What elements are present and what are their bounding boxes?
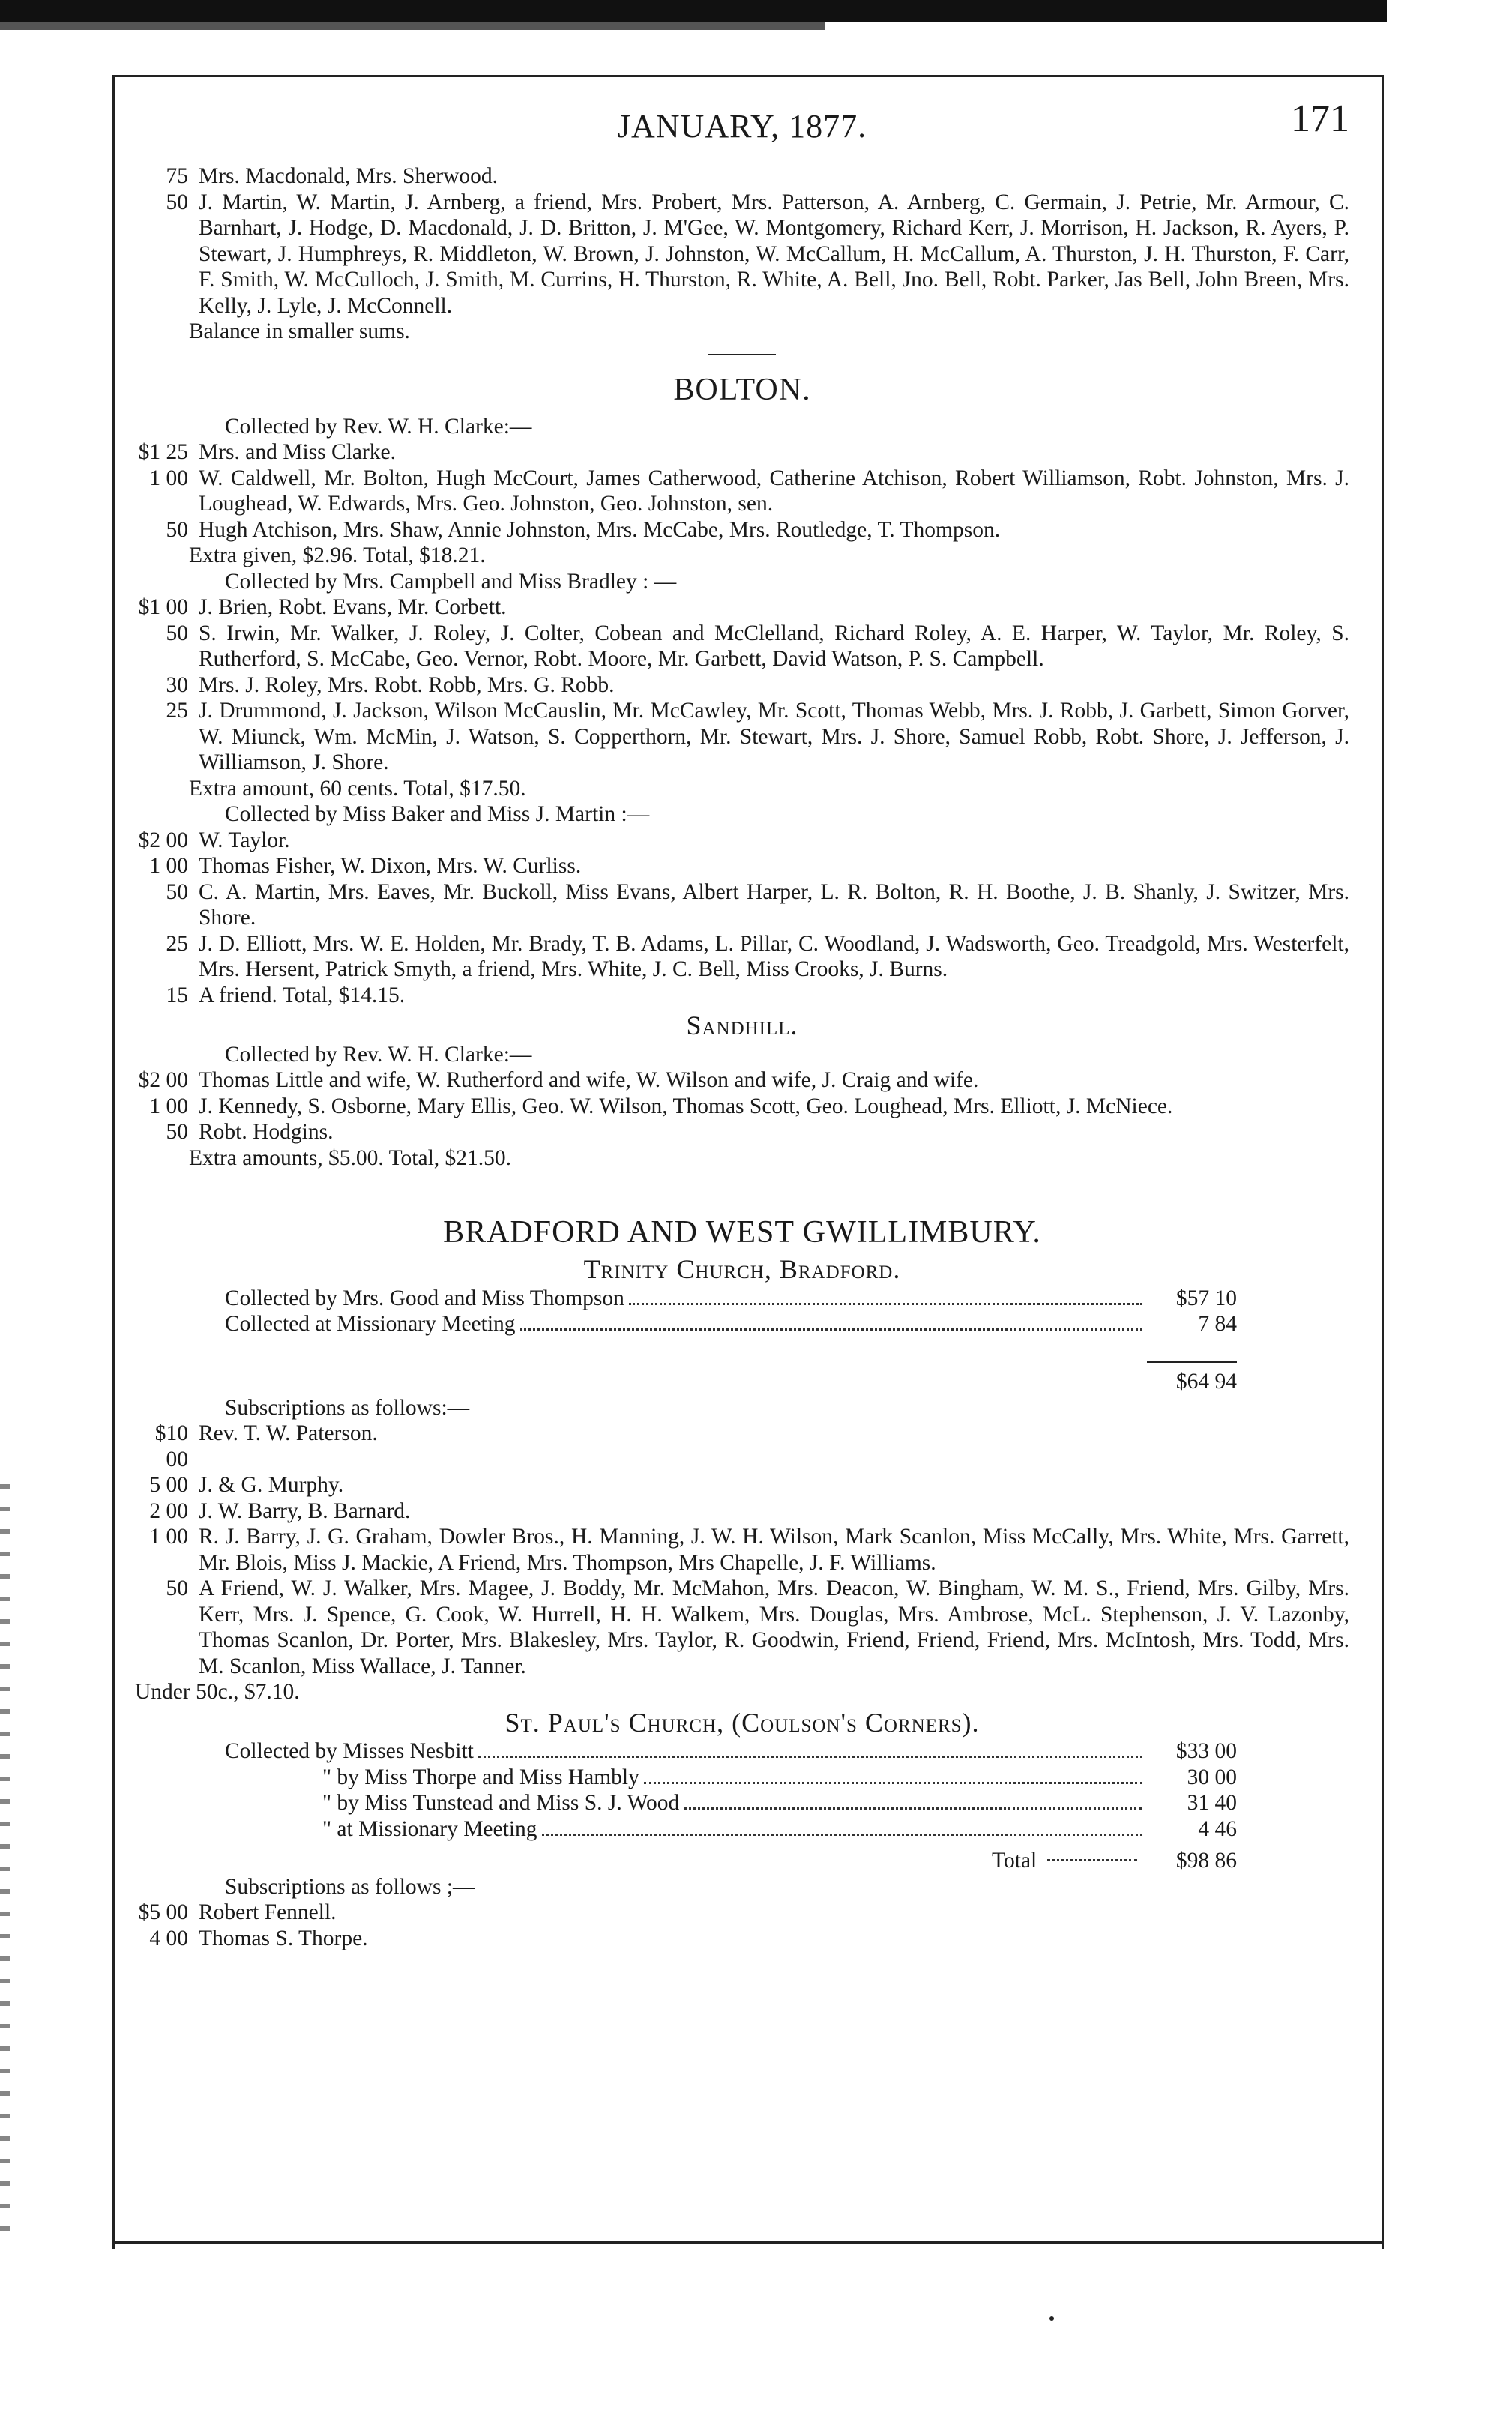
collection-amount: 4 46 [1198,1816,1237,1841]
dot-leader [478,1756,1142,1758]
subscription-entry [135,1119,1349,1145]
entry-names: Thomas Fisher, W. Dixon, Mrs. W. Curliss. [199,854,582,878]
entry-amount: 25 [166,699,188,723]
entry-names: A friend. Total, $14.15. [199,983,406,1007]
entry-names: R. J. Barry, J. G. Graham, Dowler Bros., H. Manning, J. W. H. Wilson, Mark Scanlon, Miss McCally, Mrs. White, Mrs. Garrett, Mr. Blois, Miss J. Mackie, A Friend, Mrs. Thompson, Mrs Chapelle, J. F. Williams. [199,1525,1349,1575]
collection-total [135,1848,1237,1874]
scan-top-bar [0,0,1387,22]
subscription-list [135,1067,1349,1145]
subscription-entry [135,931,1349,983]
collector-label: Collected by Mrs. Campbell and Miss Bradley : — [225,569,677,594]
subscription-entry [135,1472,1349,1498]
subscription-entry [135,466,1349,517]
entry-names: J. Drummond, J. Jackson, Wilson McCauslin, Mr. McCawley, Mr. Scott, Thomas Webb, Mrs. J. Robb, J. Garbett, Simon Gorver, W. Miunck, Wm. McMin, J. Watson, S. Copperthorn, Mr. Stewart, Mrs. J. Shore, Samuel Robb, Robt. Shore, J. Jefferson, J. Williamson, J. Shore. [199,699,1349,774]
collection-amount: 30 00 [1187,1765,1237,1789]
entry-names: W. Caldwell, Mr. Bolton, Hugh McCourt, James Catherwood, Catherine Atchison, Robert Williamson, Robt. Johnston, Mrs. J. Loughead, W. Edwards, Mrs. Geo. Johnston, Geo. Johnston, sen. [199,466,1349,516]
entry-names: J. D. Elliott, Mrs. W. E. Holden, Mr. Brady, T. B. Adams, L. Pillar, C. Woodland, J. Wadsworth, Geo. Treadgold, Mrs. Westerfelt, Mrs. Hersent, Patrick Smyth, a friend, Mrs. White, J. C. Bell, Miss Crooks, J. Burns. [199,931,1349,981]
entry-names: Thomas S. Thorpe. [199,1926,368,1950]
entry-names: J. Brien, Robt. Evans, Mr. Corbett. [199,595,507,619]
dot-leader [684,1807,1142,1810]
dot-leader [520,1328,1142,1331]
entry-amount: 2 00 [149,1498,188,1523]
entry-names: Mrs. Macdonald, Mrs. Sherwood. [199,164,499,188]
entry-amount: $5 00 [138,1900,188,1924]
entry-names: J. Kennedy, S. Osborne, Mary Ellis, Geo. W. Wilson, Thomas Scott, Geo. Loughead, Mrs. Elliott, J. McNiece. [199,1094,1173,1118]
collection-summary [135,1286,1237,1337]
collector-label: Collected by Miss Baker and Miss J. Martin :— [225,802,650,826]
entry-names: C. A. Martin, Mrs. Eaves, Mr. Buckoll, Miss Evans, Albert Harper, L. R. Bolton, R. H. Boothe, J. B. Shanly, J. Switzer, Mrs. Shore. [199,879,1349,930]
frame-bottom-rule [112,2241,1382,2244]
total-amount: $98 86 [1175,1849,1237,1873]
scan-left-edge-marks [0,1484,10,2234]
subscription-entry [135,594,1349,621]
subscriptions-label: Subscriptions as follows ;— [225,1874,475,1899]
collection-line [322,1765,1237,1791]
subscription-list-top [135,163,1349,319]
subscription-list [135,1421,1349,1679]
entry-names: Robert Fennell. [199,1900,337,1924]
entry-amount: 50 [166,879,188,904]
collection-amount: $57 10 [1175,1286,1237,1310]
entry-names: J. & G. Murphy. [199,1473,344,1497]
page-number: 171 [1291,97,1349,140]
total-label: Total [992,1849,1037,1873]
page-content [135,97,1349,1951]
entry-amount: 1 00 [149,466,188,490]
subscription-entry [135,1421,1349,1472]
subscription-entry [135,698,1349,776]
entry-amount: $1 00 [138,595,188,619]
collection-amount: $33 00 [1175,1739,1237,1763]
collection-line [225,1286,1237,1312]
entry-names: Robt. Hodgins. [199,1120,334,1144]
collection-summary [135,1738,1237,1842]
balance-note: Balance in smaller sums. [189,319,410,343]
collection-amount: 31 40 [1187,1791,1237,1815]
section-heading-bolton: BOLTON. [673,372,811,407]
collection-label: Collected at Missionary Meeting [225,1312,516,1336]
collection-total [135,1343,1237,1395]
subscription-list [135,1900,1349,1951]
entry-amount: 15 [166,983,188,1007]
dot-leader [644,1782,1142,1784]
entry-amount: 4 00 [149,1926,188,1950]
subscription-entry [135,517,1349,543]
entry-amount: $2 00 [138,1068,188,1092]
subscription-entry [135,1576,1349,1679]
collection-label: Collected by Mrs. Good and Miss Thompson [225,1286,624,1310]
subscription-entry [135,1524,1349,1576]
total-amount: $64 94 [1175,1370,1237,1394]
extra-note: Extra amount, 60 cents. Total, $17.50. [189,776,526,801]
entry-amount: 5 00 [149,1473,188,1497]
subscription-entry [135,1498,1349,1525]
subscriptions-label: Subscriptions as follows:— [225,1395,470,1420]
entry-names: Mrs. and Miss Clarke. [199,440,397,464]
entry-amount: $1 25 [138,440,188,464]
subscription-list [135,828,1349,1009]
subheading-st-pauls: St. Paul's Church, (Coulson's Corners). [504,1707,980,1738]
running-header [135,97,1349,157]
collection-label: " by Miss Thorpe and Miss Hambly [322,1765,639,1789]
collection-line [322,1790,1237,1816]
entry-amount: 50 [166,1120,188,1144]
entry-amount: 50 [166,621,188,645]
dot-leader [542,1834,1142,1836]
entry-names: Mrs. J. Roley, Mrs. Robt. Robb, Mrs. G. Robb. [199,672,615,697]
under-note: Under 50c., $7.10. [135,1680,300,1704]
collection-line [225,1738,1237,1765]
extra-note: Extra amounts, $5.00. Total, $21.50. [189,1145,512,1170]
subscription-entry [135,1926,1349,1952]
subscription-entry [135,439,1349,466]
subscription-entry [135,672,1349,699]
section-rule [708,354,776,355]
collection-label: " by Miss Tunstead and Miss S. J. Wood [322,1791,680,1815]
collector-label: Collected by Rev. W. H. Clarke:— [225,414,532,439]
subscription-entry [135,879,1349,931]
entry-amount: 1 00 [149,854,188,878]
entry-names: W. Taylor. [199,828,290,852]
subscription-entry [135,828,1349,854]
subscription-entry [135,621,1349,672]
subscription-entry [135,853,1349,879]
entry-amount: 50 [166,190,188,214]
collection-amount: 7 84 [1198,1312,1237,1336]
entry-amount: 50 [166,517,188,542]
entry-amount: $10 00 [154,1421,188,1471]
collection-label: " at Missionary Meeting [322,1816,537,1841]
collection-line [322,1816,1237,1843]
page-title: JANUARY, 1877. [617,108,867,145]
entry-names: Hugh Atchison, Mrs. Shaw, Annie Johnston, Mrs. McCabe, Mrs. Routledge, T. Thompson. [199,517,1001,542]
entry-names: J. W. Barry, B. Barnard. [199,1498,411,1523]
entry-names: Rev. T. W. Paterson. [199,1421,378,1445]
frame-top-rule [112,75,1382,77]
collection-line [225,1311,1237,1337]
entry-amount: 1 00 [149,1525,188,1549]
entry-amount: 30 [166,672,188,697]
collector-label: Collected by Rev. W. H. Clarke:— [225,1042,532,1067]
subscription-list [135,594,1349,776]
subscription-list [135,439,1349,543]
scan-top-bar-shadow [0,22,825,30]
dot-leader [629,1303,1142,1305]
section-heading-sandhill: Sandhill. [686,1010,798,1040]
subheading-trinity-church: Trinity Church, Bradford. [583,1254,901,1284]
stray-mark [1049,2316,1054,2321]
subscription-entry [135,1094,1349,1120]
entry-amount: 75 [166,164,188,188]
entry-amount: $2 00 [138,828,188,852]
entry-amount: 1 00 [149,1094,188,1118]
entry-names: A Friend, W. J. Walker, Mrs. Magee, J. Boddy, Mr. McMahon, Mrs. Deacon, W. Bingham, W. M. S., Friend, Mrs. Gilby, Mrs. Kerr, Mrs. J. Spence, G. Cook, W. Hurrell, H. H. Walkem, Mrs. Douglas, Mrs. Ambrose, McL. Stephenson, J. V. Lazonby, Thomas Scanlon, Dr. Porter, Mrs. Blakesley, Mrs. Taylor, R. Goodwin, Friend, Friend, Friend, Mrs. McIntosh, Mrs. Todd, Mrs. M. Scanlon, Miss Wallace, J. Tanner. [199,1576,1349,1678]
subscription-entry [135,1900,1349,1926]
entry-amount: 25 [166,931,188,956]
subscription-entry [135,163,1349,190]
entry-names: J. Martin, W. Martin, J. Arnberg, a friend, Mrs. Probert, Mrs. Patterson, A. Arnberg, C. Germain, J. Petrie, Mr. Armour, C. Barnhart, J. Hodge, D. Macdonald, J. D. Britton, J. M'Gee, W. Montgomery, Richard Kerr, J. Morrison, H. Jackson, R. Ayers, P. Stewart, J. Humphreys, R. Middleton, W. Brown, J. Johnston, W. McCallum, H. McCallum, A. Thurston, J. H. Thurston, F. Carr, F. Smith, W. McCulloch, J. Smith, M. Currins, H. Thurston, R. White, A. Bell, Jno. Bell, Robt. Parker, Jas Bell, John Breen, Mrs. Kelly, J. Lyle, J. McConnell. [199,190,1349,318]
section-heading-bradford: BRADFORD AND WEST GWILLIMBURY. [443,1215,1041,1250]
entry-amount: 50 [166,1576,188,1600]
subscription-entry [135,190,1349,319]
subscription-entry [135,1067,1349,1094]
subscription-entry [135,983,1349,1009]
entry-names: Thomas Little and wife, W. Rutherford and wife, W. Wilson and wife, J. Craig and wife. [199,1068,979,1092]
collection-label: Collected by Misses Nesbitt [225,1739,474,1763]
extra-note: Extra given, $2.96. Total, $18.21. [189,543,486,567]
entry-names: S. Irwin, Mr. Walker, J. Roley, J. Colter, Cobean and McClelland, Richard Roley, A. E. Harper, W. Taylor, Mr. Roley, S. Rutherford, S. McCabe, Geo. Vernor, Robt. Moore, Mr. Garbett, David Watson, P. S. Campbell. [199,621,1349,671]
